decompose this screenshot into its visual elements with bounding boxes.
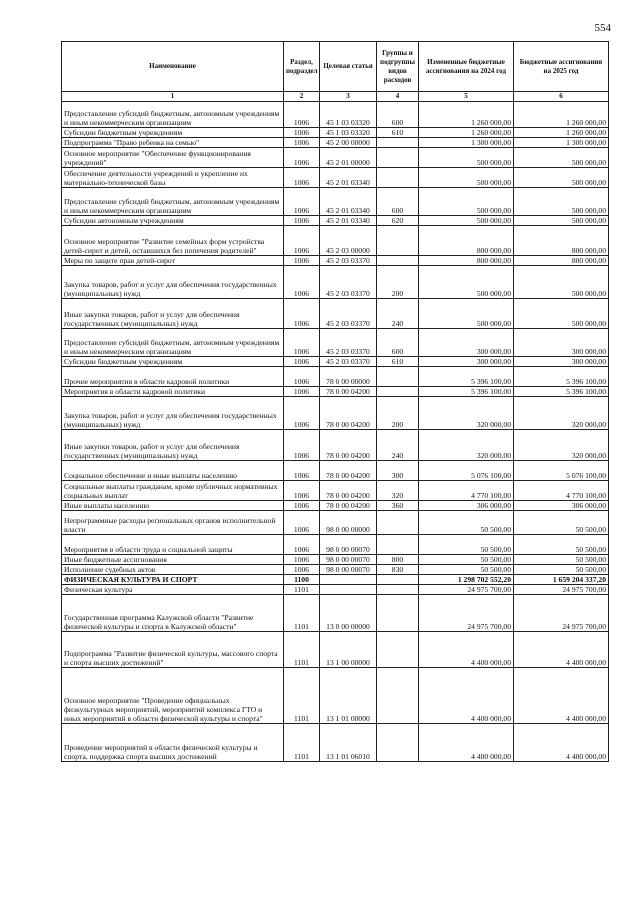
row-amount-2024: 4 400 000,00 bbox=[419, 724, 514, 762]
column-number: 6 bbox=[514, 92, 609, 102]
row-section: 1006 bbox=[284, 397, 320, 430]
row-expense-group bbox=[377, 367, 419, 387]
row-expense-group: 200 bbox=[377, 266, 419, 299]
row-amount-2025: 500 000,00 bbox=[514, 188, 609, 216]
row-amount-2024: 500 000,00 bbox=[419, 299, 514, 329]
row-section: 1006 bbox=[284, 102, 320, 128]
row-expense-group: 600 bbox=[377, 329, 419, 357]
row-section: 1006 bbox=[284, 501, 320, 511]
row-expense-group bbox=[377, 632, 419, 668]
row-amount-2024: 50 500,00 bbox=[419, 535, 514, 555]
row-name: Социальные выплаты гражданам, кроме публичных нормативных социальных выплат bbox=[62, 481, 284, 501]
row-target-article: 98 0 00 00000 bbox=[320, 511, 377, 535]
row-amount-2025: 800 000,00 bbox=[514, 226, 609, 256]
table-row bbox=[62, 565, 609, 575]
table-row bbox=[62, 535, 609, 555]
table-row bbox=[62, 511, 609, 535]
row-expense-group bbox=[377, 511, 419, 535]
row-expense-group: 360 bbox=[377, 501, 419, 511]
row-amount-2025: 320 000,00 bbox=[514, 430, 609, 461]
column-number: 3 bbox=[320, 92, 377, 102]
table-row bbox=[62, 138, 609, 148]
row-expense-group bbox=[377, 585, 419, 595]
row-target-article: 45 2 00 00000 bbox=[320, 138, 377, 148]
column-number: 1 bbox=[62, 92, 284, 102]
row-expense-group bbox=[377, 668, 419, 724]
row-expense-group: 600 bbox=[377, 102, 419, 128]
row-amount-2025: 300 000,00 bbox=[514, 357, 609, 367]
row-name: ФИЗИЧЕСКАЯ КУЛЬТУРА И СПОРТ bbox=[62, 575, 284, 585]
row-target-article: 13 1 01 06010 bbox=[320, 724, 377, 762]
row-section: 1006 bbox=[284, 387, 320, 397]
table-row bbox=[62, 168, 609, 188]
table-row bbox=[62, 575, 609, 585]
row-amount-2024: 500 000,00 bbox=[419, 266, 514, 299]
row-name: Субсидии бюджетным учреждениям bbox=[62, 357, 284, 367]
row-amount-2024: 800 000,00 bbox=[419, 256, 514, 266]
row-target-article: 13 1 00 00000 bbox=[320, 632, 377, 668]
row-section: 1006 bbox=[284, 138, 320, 148]
row-amount-2025: 500 000,00 bbox=[514, 148, 609, 168]
row-section: 1006 bbox=[284, 461, 320, 481]
row-expense-group bbox=[377, 226, 419, 256]
table-row bbox=[62, 266, 609, 299]
row-amount-2025: 500 000,00 bbox=[514, 299, 609, 329]
row-expense-group: 620 bbox=[377, 216, 419, 226]
row-target-article: 78 0 00 04200 bbox=[320, 397, 377, 430]
row-amount-2025: 4 400 000,00 bbox=[514, 724, 609, 762]
row-amount-2025: 5 076 100,00 bbox=[514, 461, 609, 481]
row-amount-2024: 500 000,00 bbox=[419, 148, 514, 168]
row-target-article: 98 0 00 00070 bbox=[320, 565, 377, 575]
table-row bbox=[62, 367, 609, 387]
table-row bbox=[62, 724, 609, 762]
row-expense-group: 800 bbox=[377, 555, 419, 565]
row-amount-2025: 500 000,00 bbox=[514, 168, 609, 188]
row-amount-2025: 500 000,00 bbox=[514, 216, 609, 226]
row-section: 1006 bbox=[284, 266, 320, 299]
row-name: Непрограммные расходы региональных органов исполнительной власти bbox=[62, 511, 284, 535]
row-amount-2025: 5 396 100,00 bbox=[514, 387, 609, 397]
row-target-article: 98 0 00 00070 bbox=[320, 535, 377, 555]
row-amount-2024: 1 298 702 552,20 bbox=[419, 575, 514, 585]
row-name: Прочие мероприятия в области кадровой политики bbox=[62, 367, 284, 387]
row-section: 1006 bbox=[284, 329, 320, 357]
row-target-article: 13 0 00 00000 bbox=[320, 595, 377, 632]
row-name: Иные закупки товаров, работ и услуг для обеспечения государственных (муниципальных) нужд bbox=[62, 299, 284, 329]
row-name: Предоставление субсидий бюджетным, автономным учреждениям и иным некоммерческим организациям bbox=[62, 188, 284, 216]
row-amount-2024: 1 260 000,00 bbox=[419, 102, 514, 128]
row-section: 1006 bbox=[284, 481, 320, 501]
row-target-article: 45 2 03 00000 bbox=[320, 226, 377, 256]
row-expense-group bbox=[377, 138, 419, 148]
row-expense-group: 200 bbox=[377, 397, 419, 430]
row-amount-2025: 1 260 000,00 bbox=[514, 102, 609, 128]
row-section: 1006 bbox=[284, 511, 320, 535]
row-section: 1101 bbox=[284, 585, 320, 595]
table-row bbox=[62, 595, 609, 632]
row-name: Обеспечение деятельности учреждений и укрепление их материально-технической базы bbox=[62, 168, 284, 188]
row-amount-2024: 4 400 000,00 bbox=[419, 632, 514, 668]
table-row bbox=[62, 148, 609, 168]
row-amount-2024: 320 000,00 bbox=[419, 397, 514, 430]
header-target: Целевая статья bbox=[320, 42, 377, 92]
row-name: Проведение мероприятий в области физической культуры и спорта, поддержка спорта высших достижений bbox=[62, 724, 284, 762]
row-amount-2024: 300 000,00 bbox=[419, 357, 514, 367]
row-amount-2025: 1 659 204 337,20 bbox=[514, 575, 609, 585]
row-target-article: 45 2 01 00000 bbox=[320, 148, 377, 168]
page-number: 554 bbox=[594, 22, 611, 34]
row-expense-group bbox=[377, 168, 419, 188]
row-name: Меры по защите прав детей-сирот bbox=[62, 256, 284, 266]
table-row bbox=[62, 102, 609, 128]
row-amount-2025: 24 975 700,00 bbox=[514, 585, 609, 595]
header-amount-2024: Измененные бюджетные ассигнования на 2024 год bbox=[419, 42, 514, 92]
row-expense-group: 830 bbox=[377, 565, 419, 575]
row-amount-2025: 1 260 000,00 bbox=[514, 128, 609, 138]
row-name: Основное мероприятие "Проведение официальных физкультурных мероприятий, мероприятий комплекса ГТО и иных мероприятий в области физической культуры и спорта" bbox=[62, 668, 284, 724]
table-row bbox=[62, 668, 609, 724]
row-name: Социальное обеспечение и иные выплаты населению bbox=[62, 461, 284, 481]
table-row bbox=[62, 501, 609, 511]
table-row bbox=[62, 632, 609, 668]
table-row bbox=[62, 555, 609, 565]
row-name: Закупка товаров, работ и услуг для обеспечения государственных (муниципальных) нужд bbox=[62, 397, 284, 430]
row-name: Подпрограмма "Развитие физической культуры, массового спорта и спорта высших достижений" bbox=[62, 632, 284, 668]
row-amount-2025: 4 400 000,00 bbox=[514, 668, 609, 724]
row-target-article: 45 1 03 03320 bbox=[320, 102, 377, 128]
table-row bbox=[62, 188, 609, 216]
row-section: 1100 bbox=[284, 575, 320, 585]
row-target-article: 45 2 03 03370 bbox=[320, 266, 377, 299]
row-amount-2025: 5 396 100,00 bbox=[514, 367, 609, 387]
row-name: Основное мероприятие "Развитие семейных форм устройства детей-сирот и детей, оставшихся без попечения родителей" bbox=[62, 226, 284, 256]
row-amount-2024: 24 975 700,00 bbox=[419, 585, 514, 595]
row-target-article: 98 0 00 00070 bbox=[320, 555, 377, 565]
header-group: Группы и подгруппы видов расходов bbox=[377, 42, 419, 92]
row-target-article: 45 2 03 03370 bbox=[320, 256, 377, 266]
row-name: Мероприятия в области кадровой политики bbox=[62, 387, 284, 397]
row-target-article bbox=[320, 585, 377, 595]
row-amount-2024: 500 000,00 bbox=[419, 188, 514, 216]
row-amount-2025: 24 975 700,00 bbox=[514, 595, 609, 632]
row-name: Государственная программа Калужской области "Развитие физической культуры и спорта в Калужской области" bbox=[62, 595, 284, 632]
row-section: 1006 bbox=[284, 535, 320, 555]
row-amount-2025: 50 500,00 bbox=[514, 535, 609, 555]
column-number: 2 bbox=[284, 92, 320, 102]
row-amount-2024: 306 000,00 bbox=[419, 501, 514, 511]
row-amount-2024: 1 300 000,00 bbox=[419, 138, 514, 148]
row-target-article: 45 2 03 03370 bbox=[320, 357, 377, 367]
row-target-article: 13 1 01 00000 bbox=[320, 668, 377, 724]
row-name: Предоставление субсидий бюджетным, автономным учреждениям и иным некоммерческим организациям bbox=[62, 329, 284, 357]
table-row bbox=[62, 357, 609, 367]
row-expense-group: 320 bbox=[377, 481, 419, 501]
row-amount-2024: 50 500,00 bbox=[419, 511, 514, 535]
row-amount-2025: 50 500,00 bbox=[514, 555, 609, 565]
row-amount-2025: 300 000,00 bbox=[514, 329, 609, 357]
table-row bbox=[62, 226, 609, 256]
row-name: Субсидии бюджетным учреждениям bbox=[62, 128, 284, 138]
row-section: 1006 bbox=[284, 226, 320, 256]
row-name: Исполнение судебных актов bbox=[62, 565, 284, 575]
column-number: 4 bbox=[377, 92, 419, 102]
row-name: Подпрограмма "Право ребенка на семью" bbox=[62, 138, 284, 148]
row-amount-2024: 24 975 700,00 bbox=[419, 595, 514, 632]
row-target-article: 78 0 00 04200 bbox=[320, 501, 377, 511]
row-expense-group: 300 bbox=[377, 461, 419, 481]
table-body bbox=[62, 102, 609, 762]
row-section: 1006 bbox=[284, 367, 320, 387]
row-amount-2025: 50 500,00 bbox=[514, 511, 609, 535]
row-name: Основное мероприятие "Обеспечение функционирования учреждений" bbox=[62, 148, 284, 168]
row-amount-2025: 800 000,00 bbox=[514, 256, 609, 266]
table-row bbox=[62, 461, 609, 481]
row-amount-2024: 5 076 100,00 bbox=[419, 461, 514, 481]
row-target-article: 45 2 03 03370 bbox=[320, 299, 377, 329]
row-amount-2025: 50 500,00 bbox=[514, 565, 609, 575]
row-section: 1006 bbox=[284, 168, 320, 188]
row-target-article: 78 0 00 04200 bbox=[320, 387, 377, 397]
row-target-article: 45 2 01 03340 bbox=[320, 216, 377, 226]
row-target-article: 45 2 03 03370 bbox=[320, 329, 377, 357]
row-expense-group bbox=[377, 256, 419, 266]
row-name: Субсидии автономным учреждениям bbox=[62, 216, 284, 226]
row-target-article bbox=[320, 575, 377, 585]
row-amount-2025: 4 770 100,00 bbox=[514, 481, 609, 501]
row-target-article: 78 0 00 04200 bbox=[320, 430, 377, 461]
row-target-article: 78 0 00 04200 bbox=[320, 461, 377, 481]
row-name: Предоставление субсидий бюджетным, автономным учреждениям и иным некоммерческим организациям bbox=[62, 102, 284, 128]
row-target-article: 45 2 01 03340 bbox=[320, 188, 377, 216]
header-section: Раздел, подраздел bbox=[284, 42, 320, 92]
row-section: 1006 bbox=[284, 216, 320, 226]
row-expense-group bbox=[377, 535, 419, 555]
row-amount-2024: 1 260 000,00 bbox=[419, 128, 514, 138]
column-number: 5 bbox=[419, 92, 514, 102]
row-section: 1006 bbox=[284, 565, 320, 575]
row-section: 1006 bbox=[284, 430, 320, 461]
row-section: 1006 bbox=[284, 148, 320, 168]
table-row bbox=[62, 216, 609, 226]
table-row bbox=[62, 299, 609, 329]
row-amount-2024: 300 000,00 bbox=[419, 329, 514, 357]
row-amount-2024: 500 000,00 bbox=[419, 216, 514, 226]
row-amount-2024: 50 500,00 bbox=[419, 565, 514, 575]
budget-table bbox=[61, 41, 609, 762]
row-amount-2024: 50 500,00 bbox=[419, 555, 514, 565]
row-section: 1006 bbox=[284, 555, 320, 565]
row-section: 1006 bbox=[284, 299, 320, 329]
row-expense-group: 240 bbox=[377, 430, 419, 461]
row-section: 1006 bbox=[284, 128, 320, 138]
row-amount-2024: 800 000,00 bbox=[419, 226, 514, 256]
row-expense-group bbox=[377, 595, 419, 632]
row-section: 1006 bbox=[284, 357, 320, 367]
row-target-article: 78 0 00 04200 bbox=[320, 481, 377, 501]
row-section: 1101 bbox=[284, 668, 320, 724]
table-row bbox=[62, 397, 609, 430]
row-expense-group bbox=[377, 724, 419, 762]
table-row bbox=[62, 387, 609, 397]
row-expense-group: 610 bbox=[377, 128, 419, 138]
row-amount-2024: 4 770 100,00 bbox=[419, 481, 514, 501]
header-amount-2025: Бюджетные ассигнования на 2025 год bbox=[514, 42, 609, 92]
row-amount-2024: 500 000,00 bbox=[419, 168, 514, 188]
row-target-article: 45 2 01 03340 bbox=[320, 168, 377, 188]
row-section: 1101 bbox=[284, 632, 320, 668]
row-section: 1006 bbox=[284, 256, 320, 266]
row-expense-group bbox=[377, 148, 419, 168]
row-amount-2025: 4 400 000,00 bbox=[514, 632, 609, 668]
row-name: Иные бюджетные ассигнования bbox=[62, 555, 284, 565]
row-expense-group bbox=[377, 575, 419, 585]
header-name: Наименование bbox=[62, 42, 284, 92]
row-expense-group: 600 bbox=[377, 188, 419, 216]
row-name: Мероприятия в области труда и социальной защиты bbox=[62, 535, 284, 555]
row-amount-2025: 320 000,00 bbox=[514, 397, 609, 430]
row-name: Иные закупки товаров, работ и услуг для обеспечения государственных (муниципальных) нужд bbox=[62, 430, 284, 461]
row-section: 1101 bbox=[284, 595, 320, 632]
table-row bbox=[62, 128, 609, 138]
table-row bbox=[62, 481, 609, 501]
row-amount-2024: 320 000,00 bbox=[419, 430, 514, 461]
row-target-article: 78 0 00 00000 bbox=[320, 367, 377, 387]
row-name: Физическая культура bbox=[62, 585, 284, 595]
table-row bbox=[62, 430, 609, 461]
row-amount-2024: 4 400 000,00 bbox=[419, 668, 514, 724]
table-row bbox=[62, 585, 609, 595]
row-name: Закупка товаров, работ и услуг для обеспечения государственных (муниципальных) нужд bbox=[62, 266, 284, 299]
row-amount-2025: 306 000,00 bbox=[514, 501, 609, 511]
table-row bbox=[62, 329, 609, 357]
row-amount-2025: 1 300 000,00 bbox=[514, 138, 609, 148]
row-expense-group: 610 bbox=[377, 357, 419, 367]
row-name: Иные выплаты населению bbox=[62, 501, 284, 511]
row-expense-group: 240 bbox=[377, 299, 419, 329]
row-section: 1101 bbox=[284, 724, 320, 762]
row-section: 1006 bbox=[284, 188, 320, 216]
row-target-article: 45 1 03 03320 bbox=[320, 128, 377, 138]
row-amount-2024: 5 396 100,00 bbox=[419, 387, 514, 397]
table-row bbox=[62, 256, 609, 266]
row-expense-group bbox=[377, 387, 419, 397]
row-amount-2024: 5 396 100,00 bbox=[419, 367, 514, 387]
row-amount-2025: 500 000,00 bbox=[514, 266, 609, 299]
